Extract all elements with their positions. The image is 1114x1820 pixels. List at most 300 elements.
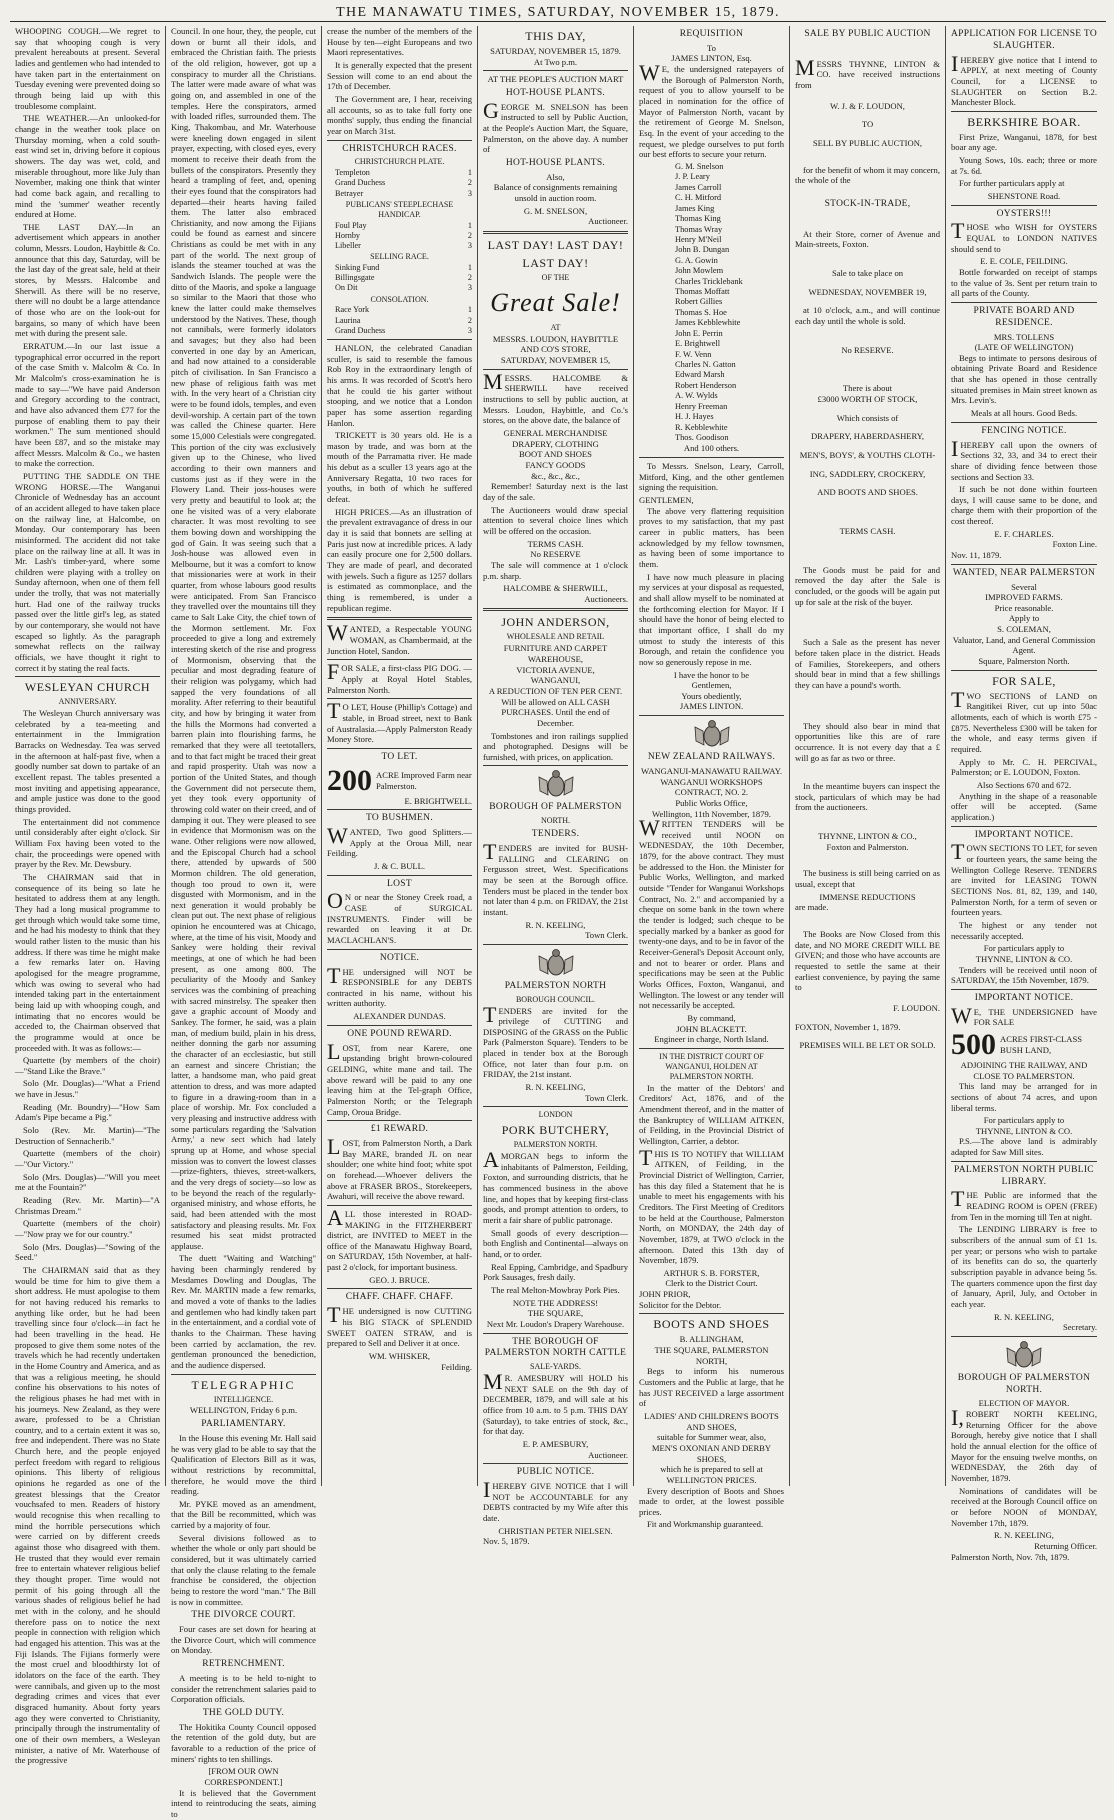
advert-text: In the meantime buyers can inspect the stock, particulars of which may be had from the auctioneers. xyxy=(795,781,940,813)
acreage-number: 200 xyxy=(327,763,372,797)
advert: THOSE who WISH for OYSTERS EQUAL to LONDON NATIVES should send to xyxy=(951,218,1097,254)
advert-heading: HOT-HOUSE PLANTS. xyxy=(505,157,606,168)
section-heading: THE DIVORCE COURT. xyxy=(191,1610,296,1621)
advert-text: First Prize, Wanganui, 1878, for best boar any age. xyxy=(951,131,1097,153)
divider xyxy=(327,1120,472,1121)
signatory: Henry Freeman xyxy=(675,401,728,411)
advert-text: To Messrs. Snelson, Leary, Carroll, Mitford, King, and the other gentlemen signing the requisition. xyxy=(639,461,784,493)
divider xyxy=(327,140,472,141)
signatory: Charles Tricklebank xyxy=(675,276,743,286)
advert: MESSRS THYNNE, LINTON & CO. have received instructions from xyxy=(795,54,940,91)
advertiser-name: R. N. KEELING, xyxy=(994,1530,1054,1541)
advert: LOST, from near Karere, one upstanding bright brown-coloured GELDING, white mane and tail. The above reward will be paid to any one leaving him at the Tel-graph Office, Palmerston North; or the Telegraph Camp, Oroua Bridge. xyxy=(327,1038,472,1117)
advertiser-name: E. BRIGHTWELL. xyxy=(404,795,472,806)
divider xyxy=(327,875,472,876)
divider xyxy=(483,1463,628,1464)
advert-text: Yours obediently, xyxy=(681,690,742,701)
divider xyxy=(951,989,1097,990)
advert-heading: JOHN ANDERSON, xyxy=(501,615,610,630)
divider xyxy=(327,809,472,810)
advertiser-place: Feilding. xyxy=(441,1361,472,1372)
advertiser-name: THYNNE, LINTON & CO. xyxy=(975,953,1073,964)
advert-text: Meals at all hours. Good Beds. xyxy=(970,408,1078,419)
advert-text: I have the honor to be xyxy=(673,669,750,680)
news-item: THE WEATHER.—An unlooked-for change in the weather took place on Thursday morning, when a cold south-east wind set in, driving before it copious showers. The day was wet, cold, and miserable throughout, more like July than November, making one think that winter had come back again, and recalling to mind the 'summer' weather recently endured at Home. xyxy=(15,113,160,220)
advert-text: By command, xyxy=(687,1012,736,1023)
advertiser-name: S. COLEMAN, xyxy=(997,624,1051,635)
advert: WE, the undersigned ratepayers of the Borough of Palmerston North, request of you to allow yourself to be placed in nomination for the office of Mayor of Palmerston North, vacant by the retirement of George M. Snelson, Esq. In the event of your acceding to the request, we pledge ourselves to put forth our best efforts to secure your return. xyxy=(639,60,784,160)
horse-name: Templeton xyxy=(335,168,370,178)
venue: AT THE PEOPLE'S AUCTION MART xyxy=(487,74,624,85)
advert-text: And 100 others. xyxy=(683,443,740,454)
advert-text: Begs to inform his numerous Customers and the Public at large, that he has JUST RECEIVED a large assortment of xyxy=(639,1366,784,1409)
horse-name: Hornby xyxy=(335,230,361,240)
advert-text: CLOSE TO PALMERSTON. xyxy=(973,1070,1075,1081)
advert-text: Which consists of xyxy=(836,412,899,423)
advert-heading: THE BOROUGH OF PALMERSTON NORTH CATTLE xyxy=(484,1336,627,1359)
signatory: Thomas Moffatt xyxy=(675,287,730,297)
advert-text: PREMISES WILL BE LET OR SOLD. xyxy=(799,1040,936,1051)
programme-item: Solo (Mrs. Douglas)—"Will you meet me at the Fountain?" xyxy=(15,1171,160,1193)
article-paragraph: A meeting is to be held to-night to consider the retrenchment salaries paid to Corporation officials. xyxy=(171,1672,316,1705)
advert-heading: BOROUGH OF PALMERSTON NORTH. xyxy=(957,1372,1091,1395)
advert-text: At their Store, corner of Avenue and Main-streets, Foxton. xyxy=(795,228,940,250)
advert-text: FURNITURE AND CARPET WAREHOUSE, xyxy=(503,643,608,664)
advert: FOR SALE, a first-class PIG DOG. —Apply at Royal Hotel Stables, Palmerston North. xyxy=(327,659,472,695)
advert-heading: LOST xyxy=(387,878,412,889)
signatory: John B. Dungan xyxy=(675,245,730,255)
signatory-list xyxy=(639,162,784,443)
race-results-consolation xyxy=(327,305,472,336)
advert: MESSRS. HALCOMBE & SHERWILL have received instructions to sell by public auction, at Messrs. Loudon, Haybittle, and Co.'s stores, on the above date, the balance of xyxy=(483,368,628,426)
advert-text: GENTLEMEN, xyxy=(639,495,694,505)
placing: 1 xyxy=(467,262,472,272)
advert-text: Also, xyxy=(546,171,565,182)
acreage-number: 500 xyxy=(951,1027,996,1061)
advert-text: IMPROVED FARMS. xyxy=(985,592,1063,603)
column-1 xyxy=(10,26,166,1766)
advert-text: Every description of Boots and Shoes made to order, at the lowest possible prices. xyxy=(639,1485,784,1517)
race-heading: SELLING RACE. xyxy=(370,252,429,262)
article-paragraph: The CHAIRMAN said that in consequence of its being so late he hesitated to address them at any length. They had a long musical programme to get through which would take some time, and he had his modesty to think that they would rather listen to the music than his address. If there was time he might make a few remarks later on. Having apologised for the meagre programme, which was owing to several who had intended taking part in the entertainment being laid up with whooping cough, and intimating that no encores would be acceded to, the Chairman observed that the programme would at once be proceeded with. It was as follows:— xyxy=(15,872,160,1053)
advert-text: TERMS CASH. xyxy=(527,538,584,549)
horse-name: Laurina xyxy=(335,315,361,325)
advertiser-name: E. F. CHARLES. xyxy=(994,528,1054,539)
advertiser-role: Engineer in charge, North Island. xyxy=(654,1034,769,1045)
advert-heading: STOCK-IN-TRADE, xyxy=(824,199,911,210)
advert-text: The above very flattering requisition proves to my satisfaction, that my past career in public matters, has been acknowledged by my fellow townsmen, as having been of some importance to them. xyxy=(639,505,784,569)
advert: TENDERS are invited for BUSH-FALLING and CLEARING on Fergusson street, West. Specifications may be seen at the Borough office. Tenders must be placed in the tender box not later than 4 p.m. on FRIDAY, the 21st instant. xyxy=(483,838,628,917)
placing: 2 xyxy=(467,178,472,188)
divider xyxy=(327,1025,472,1026)
advert-heading: FOR SALE, xyxy=(992,673,1056,688)
advert-heading: NEW ZEALAND RAILWAYS. xyxy=(647,752,776,763)
advert: IHEREBY give notice that I intend to APPLY, at next meeting of County Council, for a LICENSE to SLAUGHTER on Section B.2. Manchester Block. xyxy=(951,50,1097,108)
horse-name: On Dit xyxy=(335,283,358,293)
advert-subheading: NORTH. xyxy=(540,816,571,826)
race-heading: CONSOLATION. xyxy=(370,294,429,304)
goods-line: GENERAL MERCHANDISE xyxy=(503,427,608,438)
coat-of-arms-icon xyxy=(533,769,579,799)
advert-subheading: PALMERSTON NORTH. xyxy=(513,1140,598,1150)
divider xyxy=(483,1333,628,1334)
race-result-row xyxy=(327,273,472,283)
advert: THE Public are informed that the READING ROOM is OPEN (FREE) from Ten in the morning till Ten at night. xyxy=(951,1186,1097,1222)
advert-text: Nominations of candidates will be received at the Borough Council office on or before NOON of MONDAY, November 17th, 1879. xyxy=(951,1485,1097,1528)
divider xyxy=(327,1205,472,1206)
placing: 2 xyxy=(467,230,472,240)
advertiser-role: Town Clerk. xyxy=(585,930,628,941)
advert-text: Apply to xyxy=(1008,613,1040,624)
advertiser-name: G. M. SNELSON, xyxy=(523,205,588,216)
advert: WANTED, Two good Splitters.—Apply at the Oroua Mill, near Feilding. xyxy=(327,823,472,859)
signatory: H. J. Hayes xyxy=(675,412,714,422)
advert-text: ACRE Improved Farm near Palmerston. xyxy=(376,770,472,791)
advertiser-name: ARTHUR S. B. FORSTER, xyxy=(663,1267,760,1278)
advert-text: ACRES FIRST-CLASS BUSH LAND, xyxy=(1000,1034,1083,1055)
advert: THIS IS TO NOTIFY that WILLIAM AITKEN, of Feilding, in the Provincial District of Wellington, Carrier, has this day filed a Statement that he is unable to meet his engagements with his Creditors. The First Meeting of Creditors to be held at the Courthouse, Palmerston North, on MONDAY, the 24th day of November, 1879, at TWO o'clock in the afternoon. Dated this 13th day of November, 1879. xyxy=(639,1144,784,1266)
article-heading: WESLEYAN CHURCH xyxy=(24,680,151,695)
advert-text: Fit and Workmanship guaranteed. xyxy=(647,1519,764,1530)
advertiser-name: R. N. KEELING, xyxy=(525,1082,586,1093)
advert-text: Next Mr. Loudon's Drapery Warehouse. xyxy=(486,1318,625,1329)
advert-text: Apply to Mr. C. H. PERCIVAL, Palmerston; or E. LOUDON, Foxton. xyxy=(951,756,1097,778)
advert: TWO SECTIONS of LAND on Rangitikei River, cut up into 50ac allotments, each of which is worth £75 - £875. Nevertheless £300 will be taken for the whole, and easy terms given if required. xyxy=(951,686,1097,754)
advert: IHEREBY call upon the owners of Sections 32, 33, and 34 to erect their share of dividing fence between those sections and Section 33. xyxy=(951,435,1097,482)
advert-text: Also Sections 670 and 672. xyxy=(976,779,1072,790)
sale-time: At Two p.m. xyxy=(533,56,578,67)
advert-text: Gentlemen, xyxy=(691,680,732,691)
race-result-row xyxy=(327,305,472,315)
section-heading: RETRENCHMENT. xyxy=(202,1659,285,1670)
advertiser-role: Clerk to the District Court. xyxy=(665,1278,758,1289)
advert-text: The real Melton-Mowbray Pork Pies. xyxy=(491,1284,620,1295)
advert-heading: IMPORTANT NOTICE. xyxy=(974,992,1074,1003)
news-item: TRICKETT is 30 years old. He is a mason by trade, and was born at the mouth of the Parramatta river. He made his debut as a sculler 13 years ago at the Anniversary Regatta, 10 two races for youths, in both of which he suffered defeat. xyxy=(327,430,472,505)
advert-text: JAMES LINTON, Esq. xyxy=(671,53,752,64)
divider xyxy=(327,949,472,950)
advert-text: Public Works Office, xyxy=(675,797,748,808)
article-paragraph: Several divisions followed as to whether the whole or only part should be considered, but it was ultimately carried that only the clause relating to the female franchise be considered, the objection being to restore the word "man." The Bill is now in committee. xyxy=(171,1532,316,1607)
advert-text: There is about xyxy=(842,383,893,394)
advert-text: TO xyxy=(861,119,874,130)
goods-line: &c., &c., &c., xyxy=(531,470,580,481)
divider xyxy=(639,1048,784,1049)
horse-name: Grand Duchess xyxy=(335,178,386,188)
sale-date: SATURDAY, NOVEMBER 15, 1879. xyxy=(490,45,621,56)
article-paragraph: In the House this evening Mr. Hall said he was very glad to be able to say that the Qualification of Electors Bill as it was, without restrictions by recommittal, therefore, he would move the third reading. xyxy=(171,1432,316,1497)
news-item: HIGH PRICES.—As an illustration of the prevalent extravagance of dress in our day it is said that bonnets are selling at Paris just now at incredible prices. A lady can easily procure one for 2,500 dollars. They are made of pearl, and decorated with jewels. Such a figure as 1257 dollars is estimated as commonplace, and the thing is remembered, is under a republican regime. xyxy=(327,506,472,613)
placing: 2 xyxy=(467,273,472,283)
goods-line: BOOT AND SHOES xyxy=(519,449,592,460)
horse-name: Grand Duchess xyxy=(335,325,386,335)
divider xyxy=(951,1336,1097,1337)
programme-item: Reading (Mr. Boundry)—"How Sam Adam's Pipe became a Pig." xyxy=(15,1101,160,1123)
advertiser-place: Foxton Line. xyxy=(1052,539,1097,550)
advert-text: For particulars apply to xyxy=(983,943,1065,954)
divider xyxy=(327,617,472,620)
article-paragraph: Mr. PYKE moved as an amendment, that the Bill be recommitted, which was carried by a majority of four. xyxy=(171,1498,316,1531)
advert-text: LONDON xyxy=(538,1110,573,1120)
column-3 xyxy=(322,26,478,1486)
divider xyxy=(483,608,628,611)
programme-item: Solo (Mr. Douglas)—"What a Friend we have in Jesus." xyxy=(15,1078,160,1100)
advert-date: Nov. 5, 1879. xyxy=(483,1536,530,1547)
advertiser-name: JOHN PRIOR, xyxy=(639,1289,691,1300)
advert-text: Valuator, Land, and General Commission Agent. xyxy=(952,634,1096,656)
advert: WANTED, a Respectable YOUNG WOMAN, as Chambermaid, at the Junction Hotel, Sandon. xyxy=(327,620,472,656)
divider xyxy=(951,205,1097,206)
advertiser-name: W. J. & F. LOUDON, xyxy=(830,100,905,111)
advert-text: MEN'S OXONIAN AND DERBY SHOES, xyxy=(651,1442,772,1464)
advert-text: WANGANUI-MANAWATU RAILWAY. xyxy=(641,765,782,776)
advertiser-place: Foxton and Palmerston. xyxy=(826,841,909,852)
advert-text: Square, Palmerston North. xyxy=(978,656,1070,667)
advert-heading: IMPORTANT NOTICE. xyxy=(974,829,1074,840)
advert-text: ELECTION OF MAYOR. xyxy=(978,1398,1070,1409)
advert: I,ROBERT NORTH KEELING, Returning Officer for the above Borough, hereby give notice that I shall hold the annual election for the office of Mayor for the ensuing twelve months, on WEDNESDAY, the 26th day of November, 1879. xyxy=(951,1405,1097,1483)
advert-text: In the matter of the Debtors' and Creditors' Act, 1876, and of the Amendment thereof, and in the matter of the Bankruptcy of WILLIAM AITKEN, of Feilding, in the Provincial District of Wellington, Carrier, a debtor. xyxy=(639,1082,784,1146)
advert-text: WELLINGTON PRICES. xyxy=(666,1474,757,1485)
divider xyxy=(951,826,1097,827)
advert-text: For further particulars apply at xyxy=(959,178,1065,189)
race-results-selling xyxy=(327,263,472,294)
advert-text: for the benefit of whom it may concern, the whole of the xyxy=(795,164,940,186)
race-result-row xyxy=(327,231,472,241)
programme-item: Solo (Mrs. Douglas)—"Sowing of the Seed." xyxy=(15,1241,160,1263)
advert-text: OF THE xyxy=(541,272,570,282)
dateline: WELLINGTON, Friday 6 p.m. xyxy=(189,1405,298,1416)
horse-name: Sinking Fund xyxy=(335,262,380,272)
advert-text: Young Sows, 10s. each; three or more at 7s. 6d. xyxy=(951,155,1097,176)
divider xyxy=(639,1313,784,1314)
advert-text: For particulars apply to xyxy=(983,1115,1065,1126)
signatory: A. W. Wylds xyxy=(675,391,718,401)
signatory: Thos. Goodison xyxy=(675,432,729,442)
advertiser-role: Auctioneers. xyxy=(584,593,628,604)
advert-text: WANGANUI, xyxy=(530,675,581,686)
advert-text: I have now much pleasure in placing my services at your disposal as requested, and shall allow myself to be nominated at the forthcoming election for Mayor. If I should have the honor of being elected to that important office, I shall do my utmost to study the interests of this Borough, and retain the confidence you now so generously repose in me. xyxy=(639,571,784,667)
advert-text: Tenders will be received until noon of SATURDAY, the 15th November, 1879. xyxy=(951,964,1097,986)
advert-date: Palmerston North, Nov. 7th, 1879. xyxy=(951,1551,1070,1562)
signatory: J. P. Leary xyxy=(675,172,710,182)
advert-heading: £3000 WORTH OF STOCK, xyxy=(817,394,918,405)
advert-text: THE SQUARE, xyxy=(527,1308,584,1319)
divider xyxy=(639,457,784,458)
article-paragraph: The Government are, I hear, receiving all accounts, so as to take full forty one months' supply, thus ending the financial year on March 31st. xyxy=(327,93,472,136)
section-heading: CHRISTCHURCH RACES. xyxy=(342,143,457,154)
article-paragraph: The Hokitika County Council opposed the retention of the gold duty, but are favorable to a reduction of the price of miners' rights to ten shillings. xyxy=(171,1721,316,1764)
advert: GEORGE M. SNELSON has been instructed to sell by Public Auction, at the People's Auction Mart, the Square, Palmerston, on the above day. A number of xyxy=(483,97,628,155)
placing: 3 xyxy=(467,325,472,335)
advert-text: The Goods must be paid for and removed the day after the Sale is concluded, or the goods will be again put up for sale at the risk of the buyer. xyxy=(795,564,940,607)
advert-text: P.S.—The above land is admirably adapted for Saw Mill sites. xyxy=(951,1136,1097,1158)
programme-item: Quartette (by members of the choir)—"Stand Like the Brave." xyxy=(15,1055,160,1076)
advert-text: suitable for Summer wear, also, xyxy=(657,1432,766,1443)
advert-date: FOXTON, November 1, 1879. xyxy=(795,1021,901,1032)
divider xyxy=(483,369,628,370)
advert-text: They should also bear in mind that opportunities like this are of rare occurrence. It is not every day that a £ will go as far as two or three. xyxy=(795,720,940,763)
advert-heading: BERKSHIRE BOAR. xyxy=(967,114,1081,129)
advertiser-name: B. ALLINGHAM, xyxy=(679,1334,744,1345)
advertiser-name: HALCOMBE & SHERWILL, xyxy=(503,583,608,594)
advert: WRITTEN TENDERS will be received until NOON on WEDNESDAY, the 10th December, 1879, for the above contract. They must be addressed to the Hon. the Minister for Public Works, Wellington, and marked outside "Tender for Wanganui Workshops Contract, No. 2." and accompanied by a cheque on some bank in the town where the tender is lodged; such cheque to be specially marked by a banker as good for twenty-one days, and to be in favor of the Receiver-General's Deposit Account only, and not to bearer or order. Plans and specifications may be seen at the Public Works Offices, Foxton, Wanganui, and Wellington. The lowest or any tender will not necessarily be accepted. xyxy=(639,815,784,1011)
columns xyxy=(10,26,1106,1819)
signatory: Edward Marsh xyxy=(675,370,725,380)
advert-heading: THIS DAY, xyxy=(525,29,586,43)
advertiser-name: JOHN BLACKETT. xyxy=(676,1023,747,1034)
advert-subheading: BOROUGH COUNCIL. xyxy=(515,994,596,1004)
advert-text: WANGANUI WORKSHOPS CONTRACT, NO. 2. xyxy=(660,776,763,798)
divider xyxy=(951,670,1097,671)
signatory: John E. Perrin xyxy=(675,328,723,338)
advert-heading: TO LET. xyxy=(381,751,418,762)
advert-text: The highest or any tender not necessarily accepted. xyxy=(951,919,1097,941)
race-result-row xyxy=(327,189,472,199)
signatory: E. Brightwell xyxy=(675,339,721,349)
placing: 3 xyxy=(467,283,472,293)
advertiser-name: JAMES LINTON. xyxy=(679,701,744,712)
article-paragraph: crease the number of the members of the House by ten—eight Europeans and two Maori representatives. xyxy=(327,26,472,58)
section-heading: PARLIAMENTARY. xyxy=(201,1419,286,1430)
advert-text: The sale will commence at 1 o'clock p.m. sharp. xyxy=(483,559,628,581)
divider xyxy=(951,1161,1097,1162)
race-result-row xyxy=(327,316,472,326)
column-5 xyxy=(634,26,790,1530)
horse-name: Race York xyxy=(335,305,370,315)
column-4 xyxy=(478,26,634,1547)
goods-line: DRAPERY, CLOTHING xyxy=(512,438,599,449)
signatory: Charles N. Gatton xyxy=(675,360,736,369)
advert-heading: HOT-HOUSE PLANTS. xyxy=(505,87,606,98)
race-result-row xyxy=(327,283,472,293)
advert-text: SELL BY PUBLIC AUCTION, xyxy=(812,138,923,149)
advert-text: A REDUCTION OF TEN PER CENT. Will be allowed on ALL CASH PURCHASES. Until the end of December. xyxy=(488,685,623,728)
divider xyxy=(483,944,628,945)
advert-text: No RESERVE xyxy=(530,549,581,560)
advert-heading: FENCING NOTICE. xyxy=(981,425,1067,436)
advert-text: Price reasonable. xyxy=(994,602,1054,613)
news-item: WHOOPING COUGH.—We regret to say that whooping cough is very prevalent hereabouts at present. Several ladies and gentlemen who had intended to have taken part in the entertainment on Tuesday evening were prevented doing so through being laid up with this troublesome complaint. xyxy=(15,26,160,111)
advert-heading: CHAFF. CHAFF. CHAFF. xyxy=(345,1292,454,1303)
advert-text: Remember! Saturday next is the last day of the sale. xyxy=(483,481,628,502)
news-item: PUTTING THE SADDLE ON THE WRONG HORSE.—The Wanganui Chronicle of Wednesday has an account of an accident alleged to have taken place on the railway line, at Halcombe, on Monday. Our contemporary has been misinformed. The accident did not take place on the railway line at all. It was in Mr. Lash's timber-yard, where some children were playing with a trolley on Sunday afternoon, when one of them fell under the trolly, that was not materially hurt. Had one of the railway trucks passed over the little girl's leg, as stated by our contemporary, she would not have escaped so lightly. As the paragraph somewhat reflects on the railway officials, we have thought it right to correct it by stating the real facts. xyxy=(15,470,160,673)
goods-line: FANCY GOODS xyxy=(525,459,586,470)
advert: IHEREBY GIVE NOTICE that I will NOT be ACCOUNTABLE for any DEBTS contracted by my Wife after this date. xyxy=(483,1477,628,1524)
advert-heading: LAST DAY! LAST DAY! xyxy=(487,237,624,252)
divider xyxy=(171,1374,316,1375)
programme-item: Reading (Rev. Mr. Martin)—"A Christmas Dream." xyxy=(15,1195,160,1216)
advert-heading: PALMERSTON NORTH PUBLIC LIBRARY. xyxy=(954,1164,1094,1187)
advert-heading: LAST DAY! xyxy=(522,255,589,270)
advert-heading: TO BUSHMEN. xyxy=(366,813,433,824)
column-6 xyxy=(790,26,946,1486)
advertiser-name: THYNNE, LINTON & CO. xyxy=(975,1125,1073,1136)
advert-text: Anything in the shape of a reasonable offer will be accepted. (Same application.) xyxy=(951,790,1097,822)
article-paragraph: Council. In one hour, they, the people, cut down or burnt all their idols, and embraced the Christian faith. The priests of the old religion, however, got up a conspiracy to murder all the Christians. The latter were made aware of what was going on, and assembled in one of the temples. Here the conspirators, armed with loaded rifles, surrounded them. The King, Thakombau, and Mr. Waterhouse were kneeling down engaged in silent prayer, expecting, with closed eyes, every moment to receive their death from the bullets of the conspirators. Presently they heard a trampling of feet, and, opening their eyes found that the conspirators had departed—their hearts having failed them. The latter also embraced Christianity, and now among the Fijians could be found as earnest and sincere Christians as could be met with in any part of the world. The next group of islands the steamer touched at was the Sandwich Islands. The people were the ditto of the Maoris, and spoke a language so similar to the Maori that those who knew the latter could make themselves understood by the Natives. These, though not cannibals, were formerly idolators and savages; but they also had been converted in one day by an American, and had now attained to a considerable pitch of civilisation. In San Francisco a new phase of religious faith was met with. In the very heart of a Christian city were to be found idols, temples, and even devil-worship. A certain part of the town was called the Chinese quarter. Here some 15,000 Celestials were congregated. This portion of the city was exclusively given up to the Chinese, who lived according to their own manners and customs just as if they were in the Flowery Land. Their joss-houses were very pretty and beautiful to look at; the one he visited was of a very elaborate character. It was most revolting to see them bowing down and worshipping the god of Gain. It was seeing such that a Josh-house was allowed even in Melbourne, but it was a comfort to know that missionaries were at work in their quarter, from whose labours good results were anticipated. From San Francisco they travelled over the mountains till they came to Salt Lake City, the chief town of the Mormon settlement. Mr. Fox proceeded to give a long and extremely interesting sketch of the rise and progress of Mormonism, observing that the peculiar and most degrading feature of their religion was polygamy, which had sapped the very foundations of all morality. After referring to their beautiful city, and how by bringing it water from the hills the Mormons had converted a barren plain into flourishing farms, he remarked that they were all teetotallers, and to that fact might be traced their great and rapid prosperity. Utah was now a portion of the United States, and though the Government did not persecute them, yet they took every opportunity of throwing cold water on their creed, and of damping it out. They were pleased to see in evidence that Mormonism was on the wane. Other religions were now allowed, and the Episcopal Church had a school there, attended by upwards of 500 Mormon children. The old generation, though too proud to own it, were disgusted with Mormonism, and in the next generation it would probably be clean put out. The next phase of religious opinion he encountered was at Chicago, where, at the time of his visit, Moody and Sankey were holding their revival meetings, at one of which he had been present, as one among 800. The peculiarity of the Moody and Sankey services was the combining of preaching with sacred minstrelsy. The speaker then gave a graphic account of Moody and Sankey. The former, he said, was a plain man, of medium build, plain in his dress, neither donning the garb nor assuming the character of an ecclesiastic, but still an earnest and sincere Christian; the latter, a handsome man, who paid great attention to dress, and was more adapted to figure in a drawing-room than in a place of worship. Mr. Fox concluded a very pleasing and instructive address with some particulars regarding the 'Salvation Army,' a new sect which had lately sprung up at Home, and whose special mission was to convert the lowest classes—prize-fighters, thieves, street-walkers, and the very dregs of society—so low as to be beyond the reach of the regularly-organised ministry, and whose efforts, he said, had been attended with the most satisfactory and pleasing results. Mr. Fox resumed his seat midst protracted applause. xyxy=(171,26,316,1251)
article-paragraph: The entertainment did not commence until considerably after eight o'clock. Sir William Fox having been voted to the chair, the proceedings were opened with prayer by the Rev. Mr. Dewsbury. xyxy=(15,816,160,870)
advert-text: The business is still being carried on as usual, except that xyxy=(795,868,940,890)
race-result-row xyxy=(327,263,472,273)
advertiser-name: E. E. COLE, FEILDING. xyxy=(980,256,1068,267)
article-heading: TELEGRAPHIC xyxy=(191,1377,296,1392)
signatory: James King xyxy=(675,203,715,213)
advert: AMORGAN begs to inform the inhabitants of Palmerston, Feilding, Foxton, and surrounding districts, that he has commenced business in the above line, and hopes that by keeping first-class goods, and prompt attention to orders, to merit a fair share of public patronage. xyxy=(483,1147,628,1226)
advert-text: The Books are Now Closed from this date, and NO MORE CREDIT WILL BE GIVEN; and those who have accounts are requested to settle the same at their earliest convenience, by paying the same to xyxy=(795,929,940,993)
advert-text: WHOLESALE AND RETAIL xyxy=(506,632,605,642)
advert: ALL those interested in ROAD-MAKING in the FITZHERBERT district, are INVITED to MEET in the office of the Manawatu Highway Board, on SATURDAY, 15th November, at half-past 2 o'clock, for important business. xyxy=(327,1204,472,1273)
divider xyxy=(951,564,1097,565)
advert-text: THE SQUARE, PALMERSTON NORTH, xyxy=(654,1344,769,1366)
advert-text: are made. xyxy=(795,902,829,913)
advert-heading: PRIVATE BOARD AND RESIDENCE. xyxy=(973,305,1075,328)
advert: ON or near the Stoney Creek road, a CASE of SURGICAL INSTRUMENTS. Finder will be rewarded on leaving it at Dr. MACLACHLAN'S. xyxy=(327,888,472,946)
advertiser-name: CHRISTIAN PETER NIELSEN. xyxy=(498,1525,613,1536)
advert-text: No RESERVE. xyxy=(841,344,894,355)
coat-of-arms-icon xyxy=(1001,1340,1047,1370)
advert-heading: OYSTERS!!! xyxy=(996,208,1052,219)
masthead: THE MANAWATU TIMES, SATURDAY, NOVEMBER 15, 1879. xyxy=(10,4,1106,22)
divider xyxy=(639,715,784,716)
placing: 3 xyxy=(467,188,472,198)
advert-heading: PALMERSTON NORTH xyxy=(504,980,607,991)
column-7 xyxy=(946,26,1102,1562)
advert-acreage xyxy=(951,1027,1097,1061)
advert-date: Wellington, 11th November, 1879. xyxy=(652,808,771,819)
advertiser-name: J. & C. BULL. xyxy=(373,861,426,872)
divider xyxy=(483,70,628,71)
advert-text: The LENDING LIBRARY is free to subscribers of the annual sum of £1 1s. per year; or persons who wish to partake of its benefits can do so, the quarterly subscription payable in advance being 5s. The quarters commence upon the first day of January, April, July, and October in each year. xyxy=(951,1224,1097,1309)
advert-text: To xyxy=(707,42,716,53)
divider xyxy=(951,302,1097,303)
advert-heading: ONE POUND REWARD. xyxy=(347,1028,452,1039)
programme-item: Quartette (members of the choir)—"Now pray we for our country." xyxy=(15,1218,160,1239)
coat-of-arms-icon xyxy=(533,948,579,978)
advert-text: at 10 o'clock, a.m., and will continue each day until the whole is sold. xyxy=(795,305,940,327)
divider xyxy=(15,676,160,677)
advertiser-name: E. P. AMESBURY, xyxy=(522,1438,589,1449)
advert-text: NOTE THE ADDRESS! xyxy=(512,1297,599,1308)
advert-text: ADJOINING THE RAILWAY, AND xyxy=(960,1059,1088,1070)
advertiser-role: Solicitor for the Debtor. xyxy=(639,1299,722,1310)
section-heading: [FROM OUR OWN CORRESPONDENT.] xyxy=(204,1766,283,1787)
signatory: Thomas S. Hoe xyxy=(675,307,727,317)
signatory: John Mowlem xyxy=(675,266,724,276)
divider xyxy=(327,1288,472,1289)
advert-text: Begs to intimate to persons desirous of obtaining Private Board and Residence that she has opened in those centrally situated premises in Main street known as Mrs. Levin's. xyxy=(951,352,1097,406)
placing: 2 xyxy=(467,315,472,325)
advertiser-name: GEO. J. BRUCE. xyxy=(369,1274,430,1285)
advert-text: Real Epping, Cambridge, and Spadbury Pork Sausages, fresh daily. xyxy=(483,1261,628,1283)
advert-text: LADIES' AND CHILDREN'S BOOTS AND SHOES, xyxy=(644,1410,779,1432)
article-subheading: ANNIVERSARY. xyxy=(58,697,117,707)
article-paragraph: The Wesleyan Church anniversary was celebrated by a tea-meeting and entertainment in the Immigration Barracks on Wednesday. Tea was served in the afternoon at half-past five, when a goodly number sat down to partake of an excellent repast. The tables presented a most inviting and appetising appearance, and ample justice was done to the good things provided. xyxy=(15,708,160,815)
placing: 1 xyxy=(467,168,472,178)
advert-text: Bottle forwarded on receipt of stamps to the value of 3s. Sent per return train to all parts of the County. xyxy=(951,267,1097,299)
article-paragraph: It is believed that the Government intend to reintroducing the seats, aiming to xyxy=(171,1787,316,1819)
advert-text: Several xyxy=(1011,581,1037,592)
advert-heading: IN THE DISTRICT COURT OF WANGANUI, HOLDEN AT PALMERSTON NORTH. xyxy=(659,1051,764,1081)
goods-line: ING, SADDLERY, CROCKERY, xyxy=(809,468,926,479)
advert: MR. AMESBURY will HOLD his NEXT SALE on the 9th day of DECEMBER, 1879, and will sale at his office from 10 a.m. to 5 p.m. THIS DAY (Saturday), to take entries of stock, &c., for that day. xyxy=(483,1369,628,1437)
advert: TENDERS are invited for the privilege of CUTTING and DISPOSING of the GRASS on the Public Park (Palmerston Square). Tenders to be placed in tender box at the Borough Office, not later than four p.m. on FRIDAY, the 21st instant. xyxy=(483,1001,628,1080)
advert-text: Such a Sale as the present has never before taken place in the district. Heads of Families, Storekeepers, and others should bear in mind that a few shillings they can have a pound's worth. xyxy=(795,637,940,690)
placing: 1 xyxy=(467,305,472,315)
advert-text: Tombstones and iron railings supplied and photographed. Designs will be furnished, with prices, on application. xyxy=(483,730,628,762)
advert-text: Small goods of every description—both English and Continental—always on hand, or to order. xyxy=(483,1227,628,1259)
advert-text: Balance of consignments remaining unsold in auction room. xyxy=(493,182,618,203)
divider xyxy=(951,422,1097,423)
